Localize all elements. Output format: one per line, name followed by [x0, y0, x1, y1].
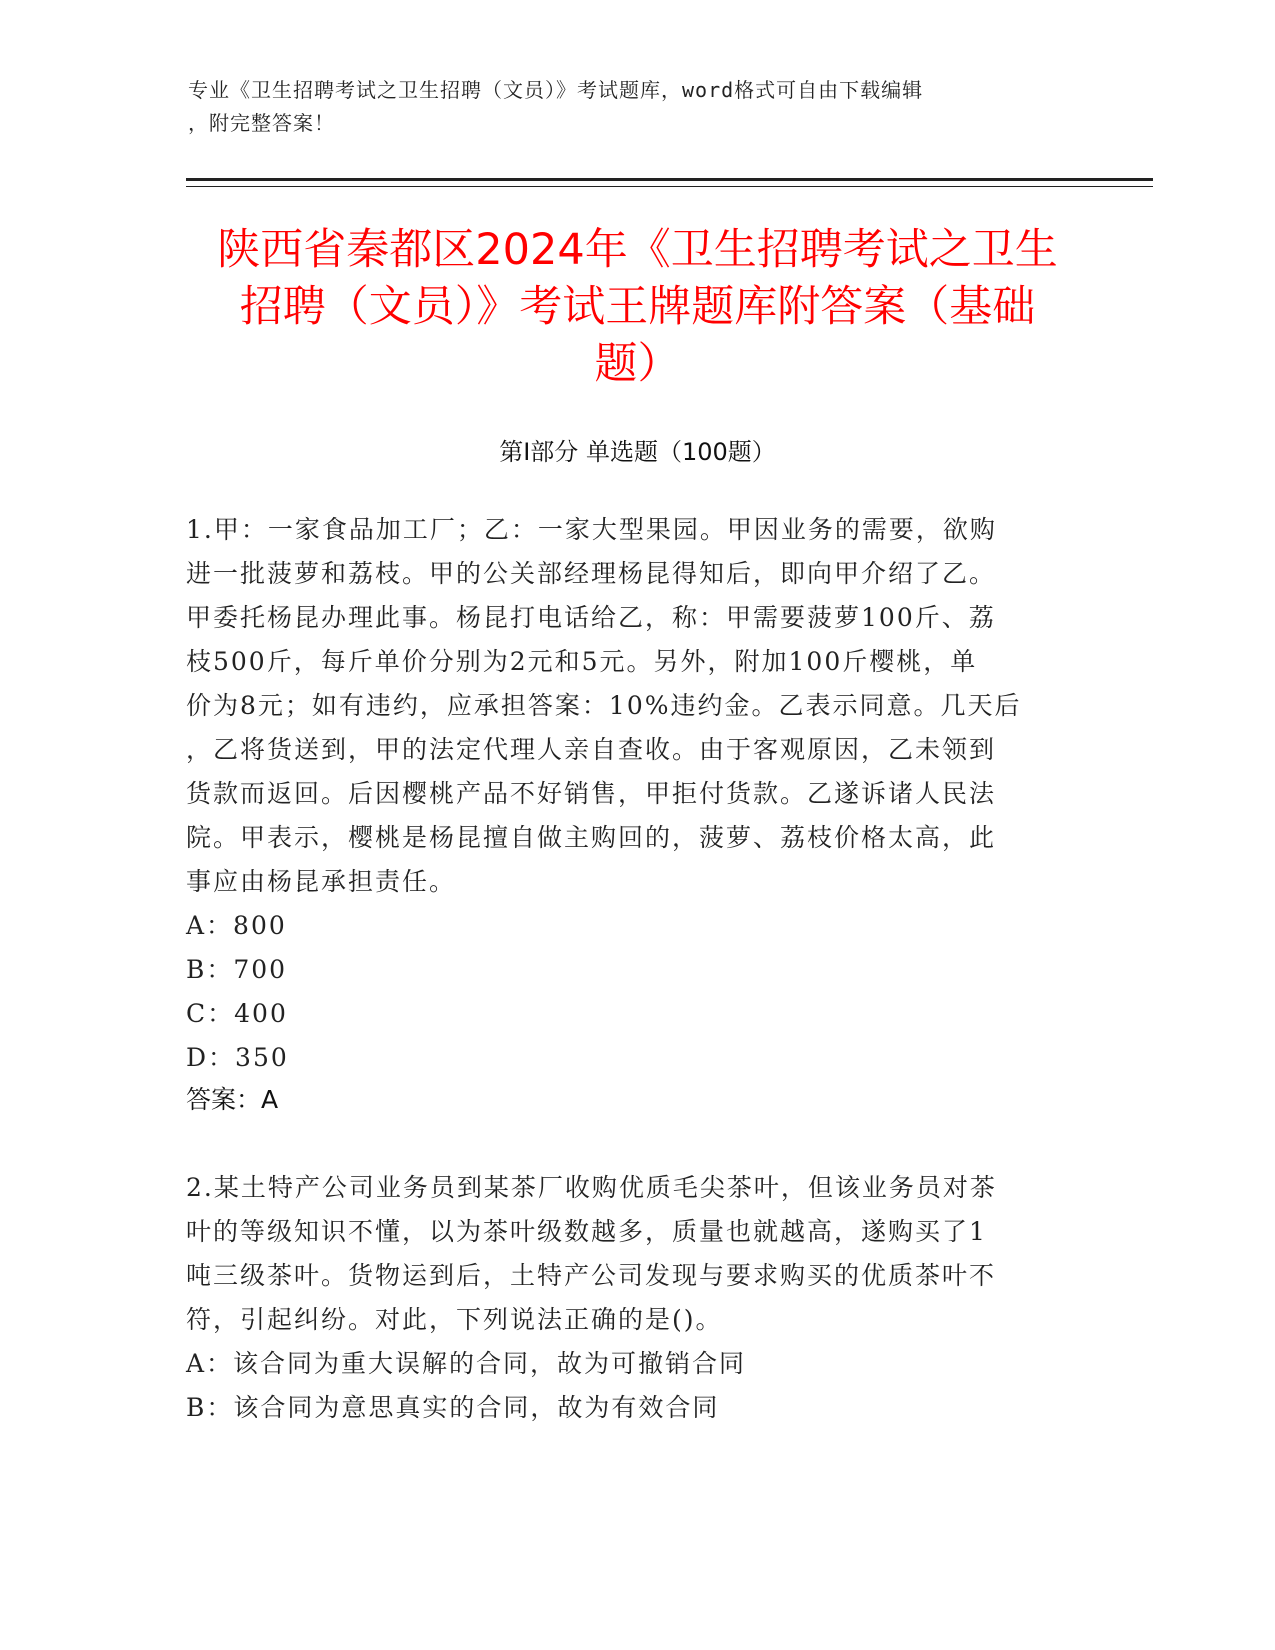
question-stem-line: 吨三级茶叶。货物运到后，土特产公司发现与要求购买的优质茶叶不	[186, 1261, 997, 1290]
header-divider-thick	[186, 178, 1153, 181]
option-a: A：该合同为重大误解的合同，故为可撤销合同	[186, 1349, 747, 1378]
question-stem-line: 货款而返回。后因樱桃产品不好销售，甲拒付货款。乙遂诉诸人民法	[186, 779, 997, 808]
header-note-line-1: 专业《卫生招聘考试之卫生招聘（文员）》考试题库，word格式可自由下载编辑	[188, 78, 924, 102]
header-note	[188, 74, 1068, 140]
question-stem-line: 叶的等级知识不懂，以为茶叶级数越多，质量也就越高，遂购买了1	[186, 1217, 987, 1246]
question-stem-line: 甲委托杨昆办理此事。杨昆打电话给乙，称：甲需要菠萝100斤、荔	[186, 603, 996, 632]
title-line-2: 招聘（文员）》考试王牌题库附答案（基础	[239, 282, 1036, 332]
question-stem-line: 院。甲表示，樱桃是杨昆擅自做主购回的，菠萝、荔枝价格太高，此	[186, 823, 997, 852]
option-c: C：400	[186, 999, 288, 1028]
question-stem-line: 枝500斤，每斤单价分别为2元和5元。另外，附加100斤樱桃，单	[186, 647, 978, 676]
question-stem-line: ，乙将货送到，甲的法定代理人亲自查收。由于客观原因，乙未领到	[186, 735, 997, 764]
question-stem-line: 1.甲：一家食品加工厂；乙：一家大型果园。甲因业务的需要，欲购	[186, 515, 997, 544]
header-divider-thin	[186, 186, 1153, 187]
option-a: A：800	[186, 911, 287, 940]
question-stem-line: 价为8元；如有违约，应承担答案：10%违约金。乙表示同意。几天后	[186, 691, 1022, 720]
answer-label: 答案：A	[186, 1085, 279, 1114]
option-b: B：该合同为意思真实的合同，故为有效合同	[186, 1393, 720, 1422]
section-heading: 第Ⅰ部分 单选题（100题）	[499, 438, 776, 466]
option-d: D：350	[186, 1043, 289, 1072]
document-title	[150, 222, 1125, 393]
question-stem-line: 符，引起纠纷。对此，下列说法正确的是()。	[186, 1305, 723, 1334]
option-b: B：700	[186, 955, 288, 984]
question-stem-line: 2.某土特产公司业务员到某茶厂收购优质毛尖茶叶，但该业务员对茶	[186, 1173, 997, 1202]
question-stem-line: 事应由杨昆承担责任。	[186, 867, 457, 896]
title-line-1: 陕西省秦都区2024年《卫生招聘考试之卫生	[217, 225, 1058, 275]
title-line-3: 题）	[594, 339, 681, 389]
question-stem-line: 进一批菠萝和荔枝。甲的公关部经理杨昆得知后，即向甲介绍了乙。	[186, 559, 997, 588]
header-note-line-2: ，附完整答案！	[188, 111, 335, 135]
